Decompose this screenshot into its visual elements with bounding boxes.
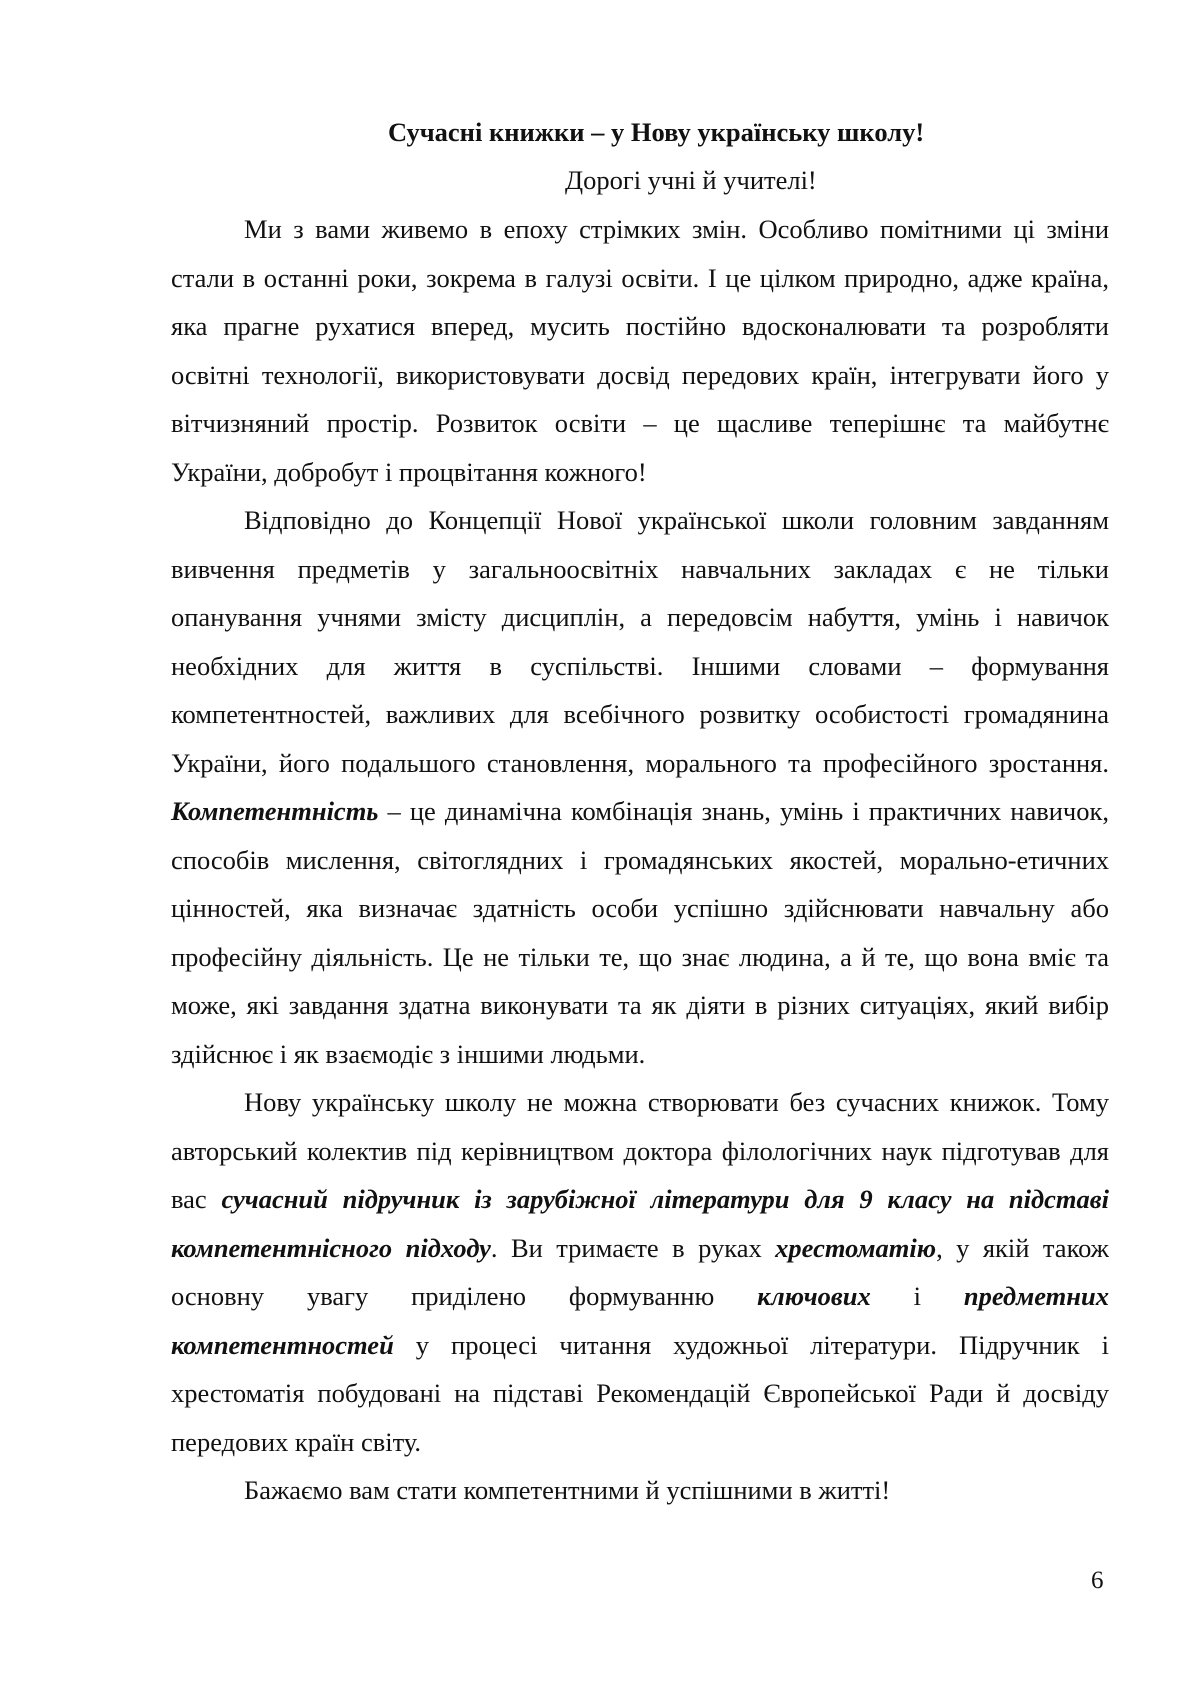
- page-number: 6: [1091, 1567, 1104, 1594]
- emphasis-anthology: хрестоматію: [775, 1232, 937, 1263]
- emphasis-competence: Компетентність: [171, 796, 379, 826]
- greeting: Дорогі учні й учителі!: [565, 165, 817, 195]
- emphasis-subject-competences: предметних компетентностей: [171, 1281, 1109, 1360]
- emphasis-textbook: сучасний підручник із зарубіжної літератури для 9 класу на підставі компетентнісного підходу: [171, 1184, 1110, 1263]
- paragraph-3-text-d: і: [870, 1281, 964, 1311]
- document-page: [171, 108, 1109, 1515]
- paragraph-4: [171, 1466, 1109, 1515]
- paragraph-3-text-e: у процесі читання художньої літератури. Підручник і хрестоматія побудовані на підставі Рекомендацій Європейської Ради й досвіду передових країн світу.: [171, 1329, 1109, 1457]
- paragraph-3: [171, 1078, 1109, 1466]
- paragraph-3-text-b: . Ви тримаєте в руках: [490, 1232, 776, 1263]
- paragraph-4-text: Бажаємо вам стати компетентними й успішними в житті!: [244, 1475, 891, 1505]
- emphasis-key: ключових: [757, 1281, 871, 1311]
- paragraph-1: [171, 205, 1109, 496]
- paragraph-1-text: Ми з вами живемо в епоху стрімких змін. Особливо помітними ці зміни стали в останні роки, зокрема в галузі освіти. І це цілком природно, адже країна, яка прагне рухатися вперед, мусить постійно вдосконалювати та розробляти освітні технології, використовувати досвід передових країн, інтегрувати його у вітчизняний простір. Розвиток освіти – це щасливе теперішнє та майбутнє України, добробут і процвітання кожного!: [171, 214, 1109, 487]
- paragraph-2-text-a: Відповідно до Концепції Нової української школи головним завданням вивчення предметів у загальноосвітніх навчальних закладах є не тільки опанування учнями змісту дисциплін, а передовсім набуття, умінь і навичок необхідних для життя в суспільстві. Іншими словами – формування компетентностей, важливих для всебічного розвитку особистості громадянина України, його подальшого становлення, морального та професійного зростання.: [171, 505, 1109, 778]
- page-title: Сучасні книжки – у Нову українську школу!: [388, 117, 925, 147]
- paragraph-2: [171, 496, 1109, 1078]
- paragraph-3-text-c: , у якій також основну увагу приділено формуванню: [171, 1232, 1109, 1311]
- paragraph-2-text-b: – це динамічна комбінація знань, умінь і практичних навичок, способів мислення, світоглядних і громадянських якостей, морально-етичних цінностей, яка визначає здатність особи успішно здійснювати навчальну або професійну діяльність. Це не тільки те, що знає людина, а й те, що вона вміє та може, які завдання здатна виконувати та як діяти в різних ситуаціях, який вибір здійснює і як взаємодіє з іншими людьми.: [171, 796, 1109, 1069]
- paragraph-3-text-a: Нову українську школу не можна створювати без сучасних книжок. Тому авторський колектив під керівництвом доктора філологічних наук підготував для вас: [171, 1087, 1109, 1214]
